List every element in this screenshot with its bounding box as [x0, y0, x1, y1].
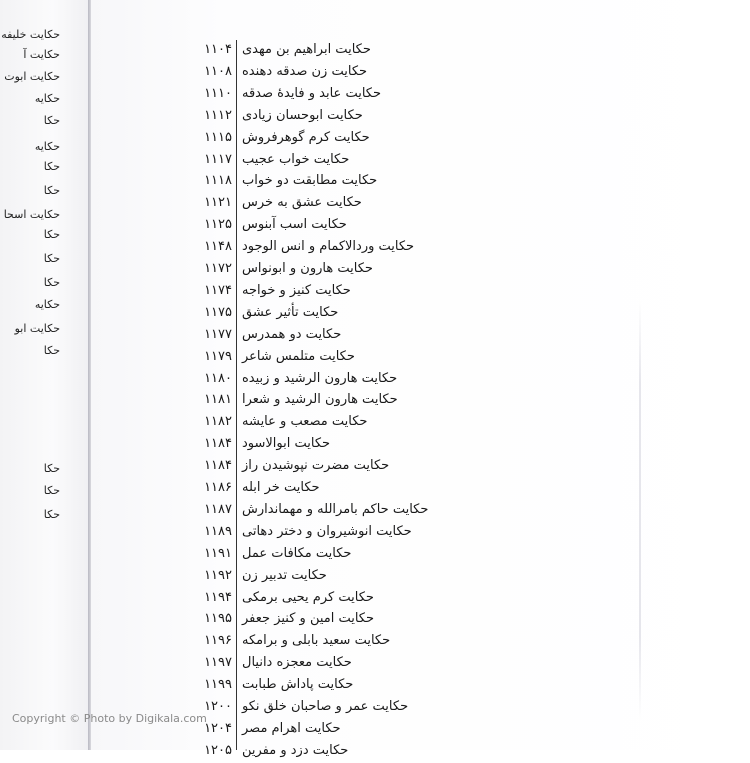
toc-page-number: ۱۱۸۴ — [204, 436, 232, 452]
facing-page-text: حکا — [43, 160, 60, 173]
toc-entry — [0, 609, 750, 631]
toc-entry — [0, 40, 750, 62]
toc-entry — [0, 369, 750, 391]
toc-entry-title: حکایت مطابقت دو خواب — [242, 173, 378, 189]
toc-entry — [0, 653, 750, 675]
facing-page-text: حکا — [43, 184, 60, 197]
toc-entry — [0, 150, 750, 172]
toc-page-number: ۱۱۰۸ — [204, 63, 232, 79]
toc-entry-title: حکایت مضرت نپوشیدن راز — [242, 458, 390, 474]
toc-entry-title: حکایت خر ابله — [242, 480, 320, 495]
toc-entry — [0, 500, 750, 522]
toc-page-number: ۱۱۴۸ — [204, 239, 232, 255]
toc-page-number: ۱۱۱۰ — [204, 85, 232, 101]
toc-page-number: ۱۲۰۴ — [204, 720, 232, 736]
toc-entry-title: حکایت دزد و مفرین — [242, 742, 349, 758]
toc-entry — [0, 675, 750, 697]
toc-page-number: ۱۱۸۷ — [204, 501, 232, 517]
toc-page-number: ۱۱۹۹ — [204, 677, 232, 693]
toc-entry — [0, 62, 750, 84]
facing-page-text: حکایت ابو — [14, 322, 60, 335]
toc-entry-title: حکایت هارون و ابونواس — [242, 261, 373, 276]
toc-entry — [0, 106, 750, 128]
toc-page-number: ۱۱۸۲ — [204, 414, 232, 430]
facing-page-text: حکایت آ — [23, 48, 60, 61]
toc-entry-title: حکایت کرم یحیی برمکی — [242, 589, 374, 605]
toc-entry-title: حکایت مکافات عمل — [242, 545, 352, 561]
toc-entry — [0, 128, 750, 150]
toc-page-number: ۱۱۸۶ — [204, 480, 232, 495]
toc-entry-title: حکایت زن صدقه دهنده — [242, 63, 368, 79]
toc-entry — [0, 237, 750, 259]
toc-entry — [0, 588, 750, 610]
toc-entry — [0, 347, 750, 369]
toc-entry-title: حکایت ابوحسان زیادی — [242, 107, 363, 123]
toc-page-number: ۱۱۷۹ — [204, 348, 232, 364]
toc-page-number: ۱۱۰۴ — [204, 42, 232, 57]
toc-entry — [0, 390, 750, 412]
toc-entry — [0, 544, 750, 566]
toc-page-number: ۱۱۱۷ — [204, 151, 232, 167]
toc-page-number: ۱۱۲۱ — [204, 195, 232, 211]
toc-entry — [0, 259, 750, 281]
toc-entry — [0, 412, 750, 434]
toc-page-number: ۱۱۹۶ — [204, 633, 232, 649]
toc-entry — [0, 478, 750, 500]
toc-page-number: ۱۲۰۰ — [204, 699, 232, 714]
facing-page-text: حکا — [43, 228, 60, 241]
toc-page-number: ۱۱۱۲ — [204, 107, 232, 123]
toc-entry-title: حکایت اهرام مصر — [242, 720, 341, 736]
toc-entry-title: حکایت سعید بابلی و برامکه — [242, 633, 391, 649]
toc-entry-title: حکایت خواب عجیب — [242, 151, 350, 167]
toc-page-number: ۱۱۹۴ — [204, 589, 232, 605]
toc-entry — [0, 84, 750, 106]
toc-entry-title: حکایت هارون الرشید و شعرا — [242, 392, 398, 408]
toc-entry — [0, 434, 750, 456]
toc-entry — [0, 631, 750, 653]
facing-page-text: حکا — [43, 462, 60, 475]
toc-entry — [0, 325, 750, 347]
toc-entry-title: حکایت کنیز و خواجه — [242, 282, 351, 298]
toc-entry — [0, 566, 750, 588]
photo-credit: Copyright © Photo by Digikala.com — [12, 712, 207, 725]
toc-entry-title: حکایت اسب آبنوس — [242, 217, 347, 233]
facing-page-text: حکایه — [34, 298, 60, 311]
toc-page-number: ۱۱۱۵ — [204, 129, 232, 145]
toc-entry — [0, 741, 750, 763]
toc-entry-title: حکایت امین و کنیز جعفر — [242, 611, 375, 627]
toc-entry-title: حکایت ابراهیم بن مهدی — [242, 42, 371, 57]
toc-entry-title: حکایت تدبیر زن — [242, 567, 327, 583]
toc-page-number: ۱۱۷۷ — [204, 326, 232, 342]
toc-entry-title: حکایت حاکم بامرالله و مهماندارش — [242, 501, 429, 517]
toc-entry — [0, 281, 750, 303]
toc-entry — [0, 215, 750, 237]
toc-entry-title: حکایت کرم گوهرفروش — [242, 129, 370, 145]
toc-entry-title: حکایت انوشیروان و دختر دهاتی — [242, 523, 412, 539]
toc-page-number: ۱۱۱۸ — [204, 173, 232, 189]
toc-page-number: ۱۱۸۴ — [204, 458, 232, 474]
toc-page-number: ۱۱۹۱ — [204, 545, 232, 561]
toc-entry — [0, 303, 750, 325]
facing-page-text: حکا — [43, 344, 60, 357]
toc-page-number: ۱۱۸۰ — [204, 370, 232, 386]
facing-page-text: حکایه — [34, 92, 60, 105]
toc-entry-title: حکایت عابد و فایدهٔ صدقه — [242, 85, 382, 101]
toc-entry-title: حکایت تأثیر عشق — [242, 304, 339, 320]
toc-entry-title: حکایت عشق به خرس — [242, 195, 362, 211]
toc-entry-title: حکایت عمر و صاحبان خلق نکو — [242, 699, 409, 714]
facing-page-text: حکا — [43, 484, 60, 497]
toc-entry-title: حکایت معجزه دانیال — [242, 655, 352, 671]
toc-entry — [0, 171, 750, 193]
facing-page-text: حکایت خلیفه — [1, 28, 60, 41]
toc-page-number: ۱۱۹۵ — [204, 611, 232, 627]
toc-entry-title: حکایت وردالاکمام و انس الوجود — [242, 239, 415, 255]
toc-page-number: ۱۱۸۹ — [204, 523, 232, 539]
toc-page-number: ۱۱۹۷ — [204, 655, 232, 671]
toc-entry-title: حکایت متلمس شاعر — [242, 348, 355, 364]
toc-page-number: ۱۲۰۵ — [204, 742, 232, 758]
toc-page-number: ۱۱۷۵ — [204, 304, 232, 320]
toc-page-number: ۱۱۷۴ — [204, 282, 232, 298]
toc-entry — [0, 456, 750, 478]
toc-page-number: ۱۱۸۱ — [204, 392, 232, 408]
toc-entry-title: حکایت مصعب و عایشه — [242, 414, 368, 430]
toc-page-number: ۱۱۹۲ — [204, 567, 232, 583]
toc-entry-title: حکایت پاداش طبابت — [242, 677, 354, 693]
toc-page-number: ۱۱۲۵ — [204, 217, 232, 233]
facing-page-text: حکایت ابوت — [4, 70, 60, 83]
toc-entry — [0, 522, 750, 544]
toc-page-number: ۱۱۷۲ — [204, 261, 232, 276]
toc-entry-title: حکایت هارون الرشید و زبیده — [242, 370, 398, 386]
facing-page-text: حکایت اسحا — [3, 208, 60, 221]
facing-page-text: حکا — [43, 252, 60, 265]
facing-page-text: حکایه — [34, 140, 60, 153]
toc-entry-title: حکایت دو همدرس — [242, 326, 342, 342]
facing-page-text: حکا — [43, 276, 60, 289]
facing-page-text: حکا — [43, 508, 60, 521]
toc-entry-title: حکایت ابوالاسود — [242, 436, 331, 452]
toc-entry — [0, 193, 750, 215]
facing-page-text: حکا — [43, 114, 60, 127]
